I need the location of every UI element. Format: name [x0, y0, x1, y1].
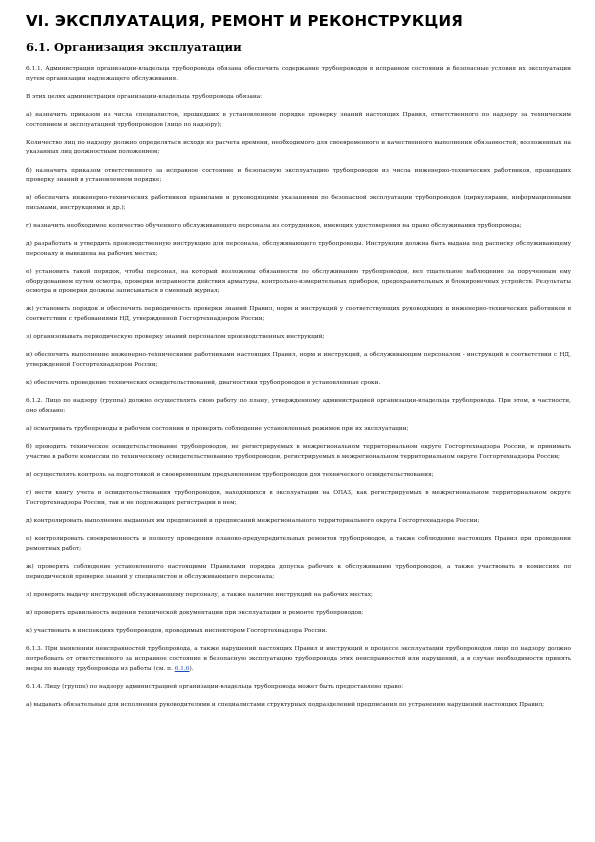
paragraph: В этих целях администрация организации-владельца трубопровода обязана:: [26, 93, 263, 100]
paragraph-tail: ).: [189, 665, 194, 672]
list-item: б) проводить техническое освидетельствование трубопроводов, не регистрируемых в межрегиональном территориальном округе Госгортехнадзора России, и принимать участие в работе комиссии по техническому освидетельствованию трубопроводов, регистрируемых в межрегиональном территориальном округе Госгортехнадзора России;: [26, 444, 571, 460]
list-item: а) осматривать трубопроводы в рабочем состоянии и проверять соблюдение установленных режимов при их эксплуатации;: [26, 426, 409, 433]
list-item: з) организовывать периодическую проверку знаний персоналом производственных инструкций;: [26, 334, 325, 341]
list-item: ж) установить порядок и обеспечить периодичность проверки знаний Правил, норм и инструкций у соответствующих руководящих и инженерно-технических работников в соответствии с требованиями НД, утвержденной Госгортехнадзором России;: [26, 306, 571, 323]
list-item: д) разработать и утвердить производственную инструкцию для персонала, обслуживающего трубопроводы. Инструкция должна быть выдана под расписку обслуживающему персоналу и вывешена на рабочих местах;: [26, 241, 571, 257]
paragraph: 6.1.4. Лицу (группе) по надзору администрацией организации-владельца трубопровода может быть предоставлено право:: [26, 683, 404, 690]
paragraph-text: 6.1.3. При выявлении неисправностей трубопровода, а также нарушений настоящих Правил и инструкций в процессе эксплуатации трубопроводов лицо по надзору должно потребовать от ответственного за исправное состояние и безопасную эксплуатацию трубопровода этих неисправностей или нарушений, а в случае необходимости принять меры по выводу трубопровода из работы (см. п.: [26, 646, 571, 672]
list-item: б) назначить приказом ответственного за исправное состояние и безопасную эксплуатацию трубопроводов из числа инженерно-технических работников, прошедших проверку знаний в установленном порядке;: [26, 167, 571, 184]
reference-link[interactable]: 6.1.6: [174, 665, 190, 672]
list-item: и) проверять правильность ведения технической документации при эксплуатации и ремонте трубопроводов;: [26, 610, 364, 617]
list-item: г) назначить необходимое количество обученного обслуживающего персонала из сотрудников, имеющих удостоверения на право обслуживания трубопровода;: [26, 223, 522, 230]
list-item: г) вести книгу учета и освидетельствования трубопроводов, находящихся в эксплуатации на ОПАЗ, как регистрируемых в межрегиональном территориальном округе Госгортехнадзора России, так и не подлежащих регистрации в нем;: [26, 490, 571, 506]
page-title: VI. ЭКСПЛУАТАЦИЯ, РЕМОНТ И РЕКОНСТРУКЦИЯ: [26, 12, 463, 30]
list-item: а) назначить приказом из числа специалистов, прошедших в установленном порядке проверку знаний настоящих Правил, ответственного по надзору за техническим состоянием и эксплуатацией трубопроводов (лицо по надзору);: [26, 111, 571, 128]
list-item: з) проверять выдачу инструкций обслуживающему персоналу, а также наличие инструкций на рабочих местах;: [26, 591, 373, 598]
list-item: е) контролировать своевременность и полноту проведения планово-предупредительных ремонтов трубопроводов, а также соблюдение настоящих Правил при проведении ремонтных работ;: [26, 536, 571, 552]
list-item: в) осуществлять контроль за подготовкой и своевременным предъявлением трубопроводов для технического освидетельствования;: [26, 472, 434, 479]
list-item: д) контролировать выполнение выданных им предписаний и предписаний межрегионального территориального округа Госгортехнадзора России;: [26, 518, 480, 525]
list-item: ж) проверять соблюдение установленного настоящими Правилами порядка допуска рабочих к обслуживанию трубопроводов, а также участвовать в комиссиях по периодической проверке знаний у специалистов и обслуживающего персонала;: [26, 564, 571, 580]
paragraph: 6.1.2. Лицо по надзору (группа) должно осуществлять свою работу по плану, утвержденному администрацией организации-владельца трубопровода. При этом, в частности, оно обязано:: [26, 398, 571, 414]
list-item: е) установить такой порядок, чтобы персонал, на который возложены обязанности по обслуживанию трубопроводов, вел тщательное наблюдение за порученным ему оборудованием путем осмотра, проверки исправности действия арматуры, контрольно-измерительных приборов, предохранительных и блокировочных устройств. Результаты осмотра и проверки должны записываться в сменный журнал;: [26, 269, 571, 295]
list-item: к) обеспечить проведение технических освидетельствований, диагностики трубопроводов в установленные сроки.: [26, 380, 381, 387]
list-item: а) выдавать обязательные для исполнения руководителями и специалистами структурных подразделений предписания по устранению нарушений настоящих Правил;: [26, 701, 545, 708]
paragraph: Количество лиц по надзору должно определяться исходя из расчета времени, необходимого для своевременного и качественного выполнения обязанностей, возложенных на указанных лиц должностным положением;: [26, 139, 571, 156]
list-item: к) участвовать в инспекциях трубопроводов, проводимых инспектором Госгортехнадзора России.: [26, 628, 328, 635]
paragraph-with-link: [26, 645, 571, 674]
list-item: в) обеспечить инженерно-технических работников правилами и руководящими указаниями по безопасной эксплуатации трубопроводов (циркулярами, информационными письмами, инструкциями и др.);: [26, 195, 571, 211]
paragraph: 6.1.1. Администрация организации-владельца трубопровода обязана обеспечить содержание трубопроводов в исправном состоянии и безопасные условия их эксплуатации путем организации надлежащего обслуживания.: [26, 66, 571, 82]
list-item: и) обеспечить выполнение инженерно-техническими работниками настоящих Правил, норм и инструкций, а обслуживающим персоналом - инструкций в соответствии с НД, утвержденной Госгортехнадзором России;: [26, 352, 571, 368]
section-heading: 6.1. Организация эксплуатации: [26, 40, 242, 54]
